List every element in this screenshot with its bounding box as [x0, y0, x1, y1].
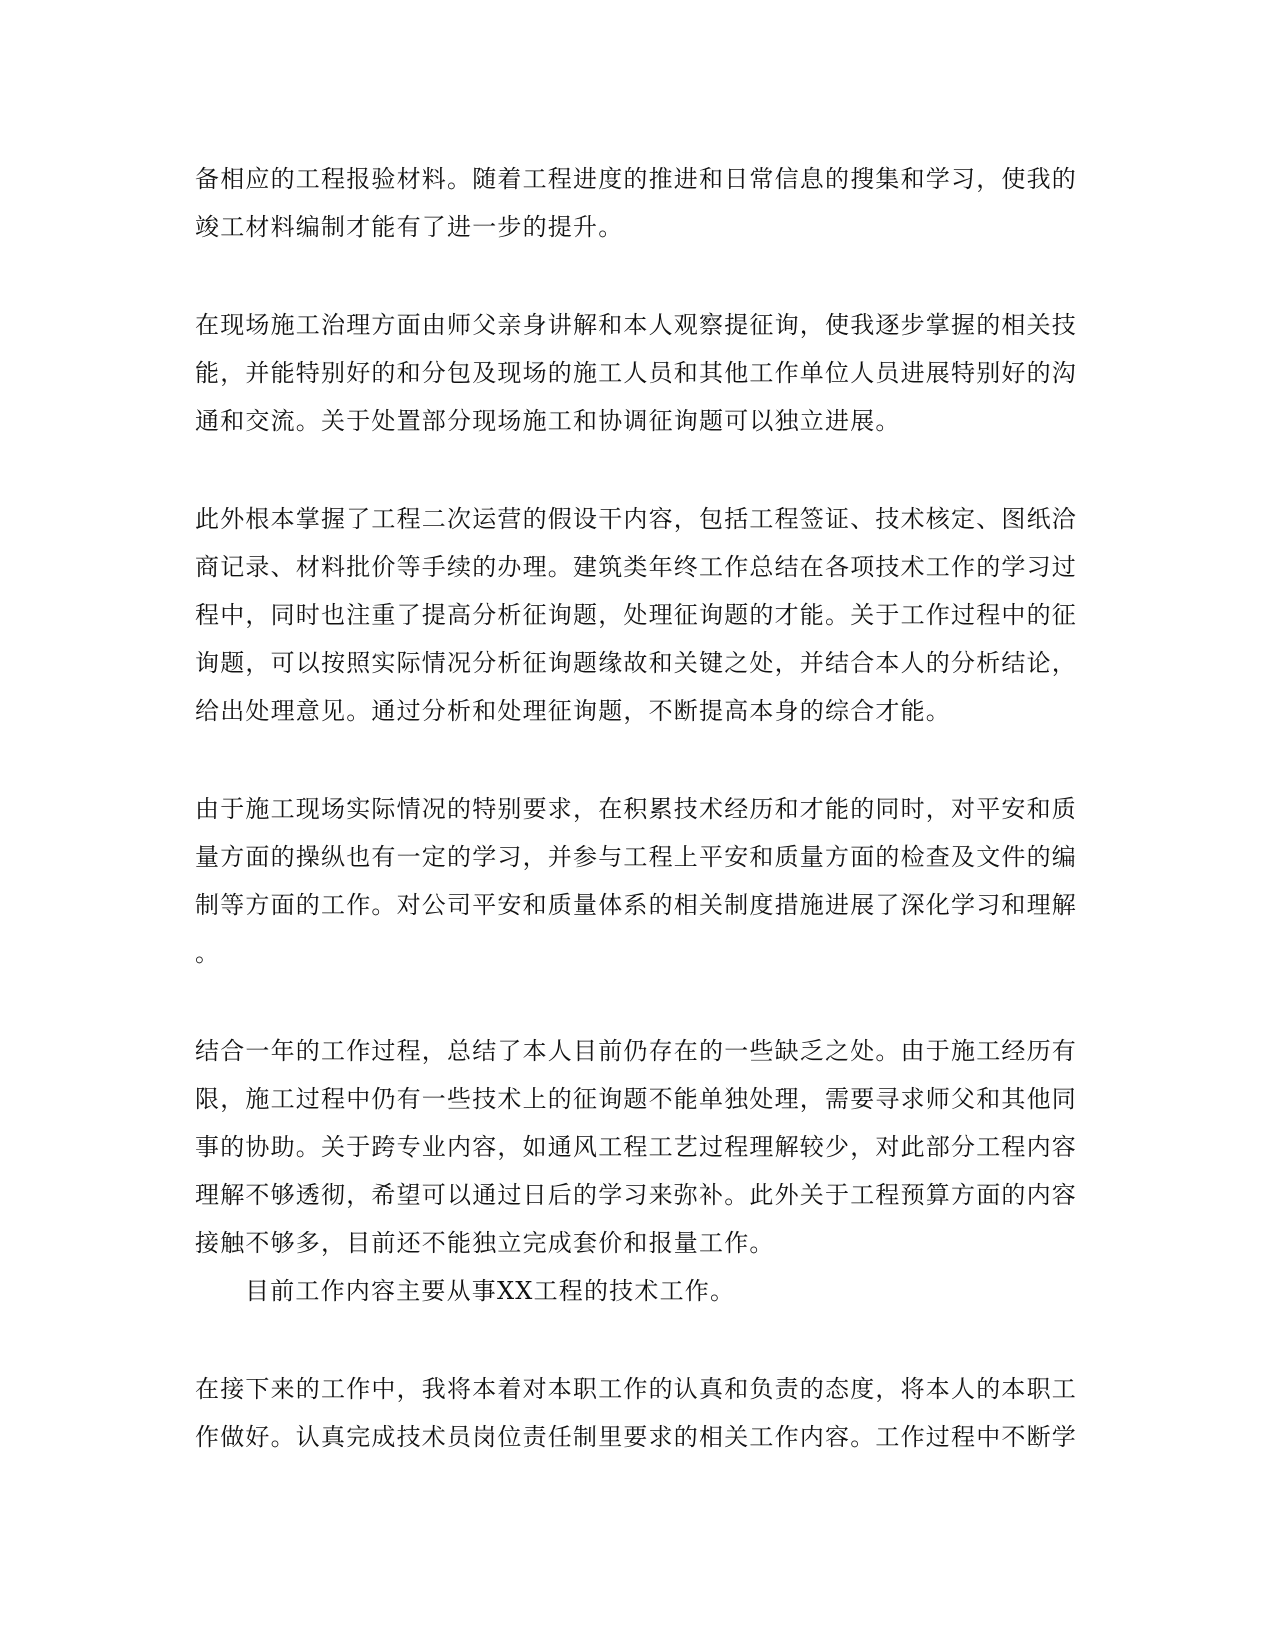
text-line: 。: [195, 939, 221, 967]
paragraph-secondary-operations: [195, 495, 1080, 735]
text-line: 事的协助。关于跨专业内容，如通风工程工艺过程理解较少，对此部分工程内容: [195, 1133, 1077, 1161]
paragraph-completion-materials: [195, 155, 1080, 251]
text-line: 结合一年的工作过程，总结了本人目前仍存在的一些缺乏之处。由于施工经历有: [195, 1037, 1077, 1065]
text-line: 能，并能特别好的和分包及现场的施工人员和其他工作单位人员进展特别好的沟: [195, 359, 1077, 387]
text-line: 量方面的操纵也有一定的学习，并参与工程上平安和质量方面的检查及文件的编: [195, 843, 1077, 871]
text-line: 给出处理意见。通过分析和处理征询题，不断提高本身的综合才能。: [195, 697, 951, 725]
paragraph-gap: [195, 445, 1080, 495]
text-line: 商记录、材料批价等手续的办理。建筑类年终工作总结在各项技术工作的学习过: [195, 553, 1077, 581]
paragraph-shortcomings: [195, 1027, 1080, 1267]
text-line: 竣工材料编制才能有了进一步的提升。: [195, 213, 624, 241]
paragraph-gap: [195, 977, 1080, 1027]
paragraph-current-work: [195, 1267, 1080, 1315]
text-line: 理解不够透彻，希望可以通过日后的学习来弥补。此外关于工程预算方面的内容: [195, 1181, 1077, 1209]
text-line: 制等方面的工作。对公司平安和质量体系的相关制度措施进展了深化学习和理解: [195, 891, 1077, 919]
text-line: 程中，同时也注重了提高分析征询题，处理征询题的才能。关于工作过程中的征: [195, 601, 1077, 629]
text-line: 备相应的工程报验材料。随着工程进度的推进和日常信息的搜集和学习，使我的: [195, 165, 1077, 193]
paragraph-site-management: [195, 301, 1080, 445]
text-line: 通和交流。关于处置部分现场施工和协调征询题可以独立进展。: [195, 407, 901, 435]
text-line: 询题，可以按照实际情况分析征询题缘故和关键之处，并结合本人的分析结论，: [195, 649, 1077, 677]
text-line: 限，施工过程中仍有一些技术上的征询题不能单独处理，需要寻求师父和其他同: [195, 1085, 1077, 1113]
paragraph-safety-quality: [195, 785, 1080, 977]
text-line: 在接下来的工作中，我将本着对本职工作的认真和负责的态度，将本人的本职工: [195, 1375, 1077, 1403]
paragraph-gap: [195, 251, 1080, 301]
text-line: 接触不够多，目前还不能独立完成套价和报量工作。: [195, 1229, 775, 1257]
text-line: 作做好。认真完成技术员岗位责任制里要求的相关工作内容。工作过程中不断学: [195, 1423, 1077, 1451]
document-body: [195, 155, 1080, 1461]
text-line: 由于施工现场实际情况的特别要求，在积累技术经历和才能的同时，对平安和质: [195, 795, 1077, 823]
text-line: 目前工作内容主要从事XX工程的技术工作。: [245, 1277, 736, 1305]
text-line: 此外根本掌握了工程二次运营的假设干内容，包括工程签证、技术核定、图纸洽: [195, 505, 1077, 533]
paragraph-gap: [195, 1315, 1080, 1365]
text-line: 在现场施工治理方面由师父亲身讲解和本人观察提征询，使我逐步掌握的相关技: [195, 311, 1077, 339]
paragraph-gap: [195, 735, 1080, 785]
paragraph-next-steps: [195, 1365, 1080, 1461]
